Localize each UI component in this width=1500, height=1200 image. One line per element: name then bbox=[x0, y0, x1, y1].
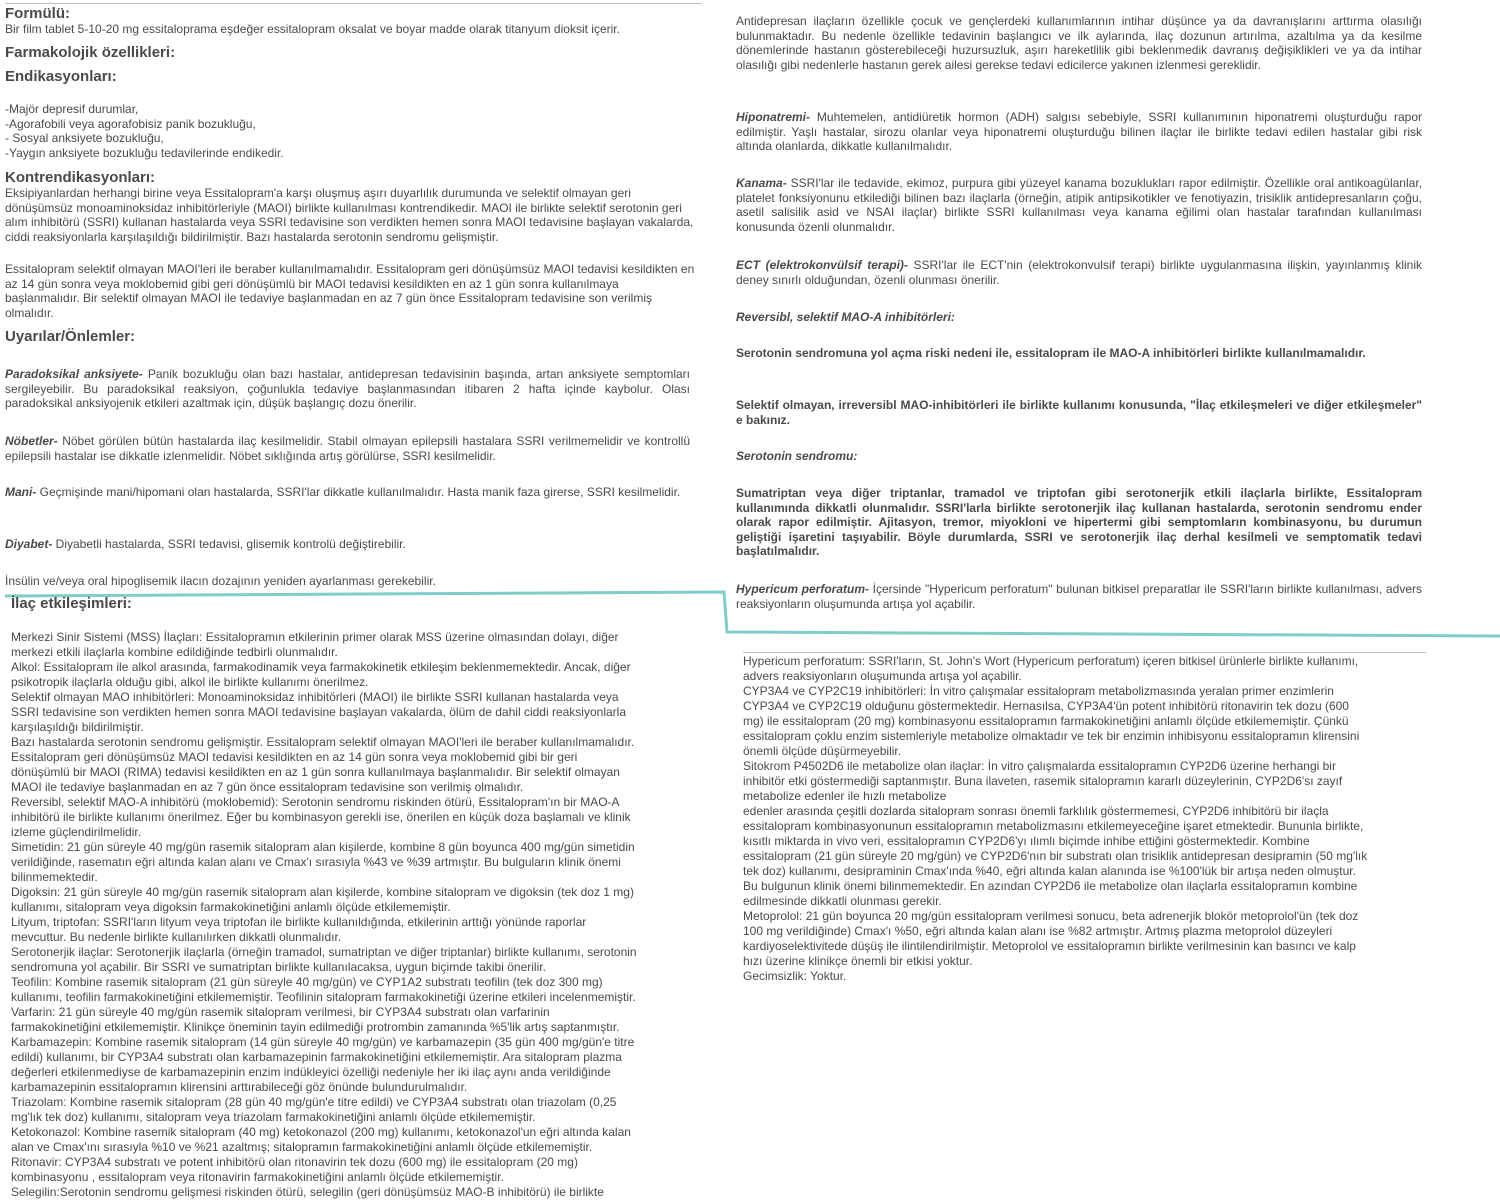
text-line: Ketokonazol: Kombine rasemik sitalopram (40 mg) ketokonazol (200 mg) kullanımı, ketokonazol'un eğri altında kalan bbox=[11, 1125, 631, 1139]
selektif-text: Selektif olmayan, irreversibl MAO-inhibitörleri ile birlikte kullanımı konusunda, "İlaç etkileşmeleri ve diğer etkileşmeler" e bakınız. bbox=[736, 398, 1422, 427]
text-line: Hypericum perforatum: SSRI'ların, St. John's Wort (Hypericum perforatum) içeren bitkisel ürünlerle birlikte kullanımı, bbox=[743, 654, 1359, 668]
hypericum-paragraph bbox=[736, 582, 1422, 611]
diyabet-text: Diyabetli hastalarda, SSRI tedavisi, glisemik kontrolü değiştirebilir. bbox=[52, 537, 406, 551]
text-line: Teofilin: Kombine rasemik sitalopram (21 gün süreyle 40 mg/gün) ve CYP1A2 substratı teofilin (tek doz 300 mg) bbox=[11, 975, 603, 989]
antidepresan-paragraph: Antidepresan ilaçların özellikle çocuk ve gençlerdeki kullanımlarının intihar düşünce ya da davranışlarını arttırma olasılığı bulunmaktadır. Bu nedenle özellikle tedavinin başlangıcı ve ilk aylarında, ilaç dozunun artırılma, azaltılma ya da kesilme dönemlerinde hastanın gösterebileceği huzursuzluk, aşırı hareketlilik gibi beklenmedik davranış değişiklikleri ve ya da intihar olasılığı gibi nedenlerle hastanın gerek ailesi gerekse tedavi edicilerce yakınen izlenmesi gereklidir. bbox=[736, 14, 1422, 72]
ect-paragraph bbox=[736, 258, 1422, 287]
text-line: Digoksin: 21 gün süreyle 40 mg/gün rasemik sitalopram alan kişilerde, kombine sitalopram ve digoksin (tek doz 1 mg) bbox=[11, 885, 634, 899]
text-line: kullanımı, sitalopram veya digoksin farmakokinetiğini anlamlı ölçüde etkilememiştir. bbox=[11, 900, 451, 914]
text-line: Bu bulgunun klinik önemi bilinmemektedir. En azından CYP2D6 ile metabolize olan ilaçlarla essitalopramın kombine bbox=[743, 879, 1358, 893]
text-line: farmakokinetiğini etkilememiştir. Klinikçe öneminin tayin edilmediği protrombin zamanında %5'lik artış saptanmıştır. bbox=[11, 1020, 620, 1034]
text-line: essitalopram (21 gün süreyle 20 mg/gün) ve CYP2D6'nın bir substratı olan trisiklik antidepresan desipramin (50 mg'lık bbox=[743, 849, 1368, 863]
text-line: essitalopram kombinasyonunun essitalopramın metabolizmasını etkilemeyeceğine işaret etmektedir. Bununla birlikte, bbox=[743, 819, 1364, 833]
text-line: merkezi etkili ilaçlarla kombine edildiğinde tedbirli olunmalıdır. bbox=[11, 645, 338, 659]
text-line: karbamazepinin essitalopramın klirensini arttırabileceği göz önünde bulundurulmalıdır. bbox=[11, 1080, 468, 1094]
serotonin-title: Serotonin sendromu: bbox=[736, 449, 858, 463]
text-line: kardiyoselektivitede düşüş ile ilintilendirilmiştir. Metoprolol ve essitalopramın birlikte verilmesinin kan basıncı ve kalp bbox=[743, 939, 1356, 953]
farmakolojik-heading: Farmakolojik özellikleri: bbox=[5, 44, 176, 61]
sumatriptan-text: Sumatriptan veya diğer triptanlar, tramadol ve triptofan gibi serotonerjik etkili ilaçlarla birlikte, Essitalopram kullanımında dikkatli olunmalıdır. SSRI'larla birlikte serotonerjik ilaç kullanan hastalarda, serotonin sendromu ender olarak rapor edilmiştir. Ajitasyon, tremor, miyokloni ve hipertermi gibi semptomların kombinasyonu, bu durumun geliştiği işaretini taşıyabilir. Böyle durumlarda, SSRI ve serotonerjik ilaç derhal kesilmeli ve semptomatik tedavi başlatılmalıdır. bbox=[736, 486, 1422, 558]
text-line: Reversibl, selektif MAO-A inhibitörü (moklobemid): Serotonin sendromu riskinden ötürü, Essitalopram'ın bir MAO-A bbox=[11, 795, 620, 809]
text-line: Ritonavir: CYP3A4 substratı ve potent inhibitörü olan ritonavirin tek dozu (600 mg) ile essitalopram (20 mg) bbox=[11, 1155, 578, 1169]
text-line: değerleri etkilenmediyse de karbamazepinin enzim indükleyici özelliği nedeniyle her iki ilaç aynı anda verildiğinde bbox=[11, 1065, 611, 1079]
bottom-right-rule bbox=[743, 652, 1426, 653]
interactions-heading: İlaç etkileşimleri: bbox=[11, 595, 132, 612]
text-line: edenler arasında çeşitli dozlarda sitalopram sonrası önemli farklılık göstermemesi, CYP2D6 inhibitörü bir ilaçla bbox=[743, 804, 1329, 818]
mani-paragraph bbox=[5, 485, 690, 500]
text-line: Metoprolol: 21 gün boyunca 20 mg/gün essitalopram verilmesi sonucu, beta adrenerjik blokör metoprolol'ün (tek doz bbox=[743, 909, 1359, 923]
text-line: Gecimsizlik: Yoktur. bbox=[743, 969, 847, 983]
text-line: tek doz) kullanımı, desipraminin Cmax'ında %40, eğri altında kalan alanında ise %100'lük bir artışa neden olmuştur. bbox=[743, 864, 1356, 878]
kontrendikasyon-paragraph-1: Eksipiyanlardan herhangi birine veya Essitalopram'a karşı oluşmuş aşırı duyarlılık durumunda ve selektif olmayan geri dönüşümsüz monoaminoksidaz inhibitörleriyle (MAOI) birlikte kullanılması kontrendikedir. MAOI ile birlikte selektif serotonin geri alım inhibitörü (SSRI) kullanan hastalarda veya SSRI tedavisine son verdikten hemen sonra MAOI tedavisine başlayan vakalarda, ciddi reaksiyonlarla karşılaşıldığı bildirilmiştir. Bazı hastalarda serotonin sendromu gelişmiştir. bbox=[5, 186, 694, 244]
text-line: SSRI tedavisine son verdikten hemen sonra MAOI tedavisine başlayan vakalarda, ölüm de dahil ciddi reaksiyonlarla bbox=[11, 705, 626, 719]
list-item: - Sosyal anksiyete bozukluğu, bbox=[5, 131, 164, 145]
nobetler-title: Nöbetler- bbox=[5, 434, 58, 448]
text-line: alan ve Cmax'ını sırasıyla %10 ve %21 azaltmış; sitalopramın farmakokinetiğini anlamlı ölçüde etkilememiştir. bbox=[11, 1140, 593, 1154]
uyarilar-heading: Uyarılar/Önlemler: bbox=[5, 328, 136, 345]
text-line: MAOI ile tedaviye başlanmadan en az 7 gün önce essitalopram tedavisine son verilmiş olmalıdır. bbox=[11, 780, 524, 794]
nobetler-text: Nöbet görülen bütün hastalarda ilaç kesilmelidir. Stabil olmayan epilepsili hastalara SSRI verilmemelidir ve kontrollü epilepsili hastalar ise dikkatle izlenmelidir. Nöbet sıklığında artış görülürse, SSRI kesilmelidir. bbox=[5, 434, 690, 463]
formul-heading: Formülü: bbox=[5, 5, 70, 22]
kontrendikasyon-paragraph-2: Essitalopram selektif olmayan MAOI'leri ile beraber kullanılmamalıdır. Essitalopram geri dönüşümsüz MAOI tedavisi kesildikten en az 14 gün sonra veya moklobemid gibi geri dönüşümlü bir MAOI tedavisi kesildikten en az 1 gün sonra kullanılmaya başlanmalıdır. Bir selektif olmayan MAOI ile tedaviye başlanmadan en az 7 gün önce Essitalopram tedavisine son verilmiş olmalıdır. bbox=[5, 262, 695, 320]
diyabet-title: Diyabet- bbox=[5, 537, 53, 551]
text-line: Serotonerjik ilaçlar: Serotonerjik ilaçlarla (örneğin tramadol, sumatriptan ve diğer triptanlar) birlikte kullanımı, serotonin bbox=[11, 945, 637, 959]
text-line: izleme güçlendirilmelidir. bbox=[11, 825, 142, 839]
text-line: inhibitör etki göstermediği saptanmıştır. Buna ilaveten, rasemik sitalopramın kararlı düzeylerinin, CYP2D6'sı zayıf bbox=[743, 774, 1343, 788]
text-line: Sitokrom P4502D6 ile metabolize olan ilaçlar: İn vitro çalışmalarda essitalopramın CYP2D6 üzerine herhangi bir bbox=[743, 759, 1336, 773]
text-line: inhibitörü ile birlikte kullanımı önerilmez. Eğer bu kombinasyon gerekli ise, önerilen en küçük doza başlamalı ve klinik bbox=[11, 810, 631, 824]
hiponatremi-paragraph bbox=[736, 110, 1422, 154]
hiponatremi-text: Muhtemelen, antidiüretik hormon (ADH) salgısı sebebiyle, SSRI kullanımının hiponatremi oluşturduğu rapor edilmiştir. Yaşlı hastalar, sirozu olanlar veya hiponatremi oluşturduğu bilinen ilaçlar ile birlikte tedavi edilen hastalar gibi risk altında olanlarda, dikkatle kullanılmalıdır. bbox=[736, 110, 1422, 153]
text-line: Selegilin:Serotonin sendromu gelişmesi riskinden ötürü, selegilin (geri dönüşümsüz MAO-B inhibitörü) ile birlikte bbox=[11, 1185, 604, 1199]
interactions-left-text bbox=[11, 630, 701, 1200]
text-line: psikotropik ilaçlarla olduğu gibi, alkol ile birlikte kullanımı önerilmez. bbox=[11, 675, 369, 689]
text-line: 100 mg verildiğinde) Cmax'ı %50, eğri altında kalan alanı ise %82 artmıştır. Artmış plazma metoprolol düzeyleri bbox=[743, 924, 1333, 938]
kanama-paragraph bbox=[736, 176, 1422, 234]
kanama-title: Kanama- bbox=[736, 176, 787, 190]
kanama-text: SSRI'lar ile tedavide, ekimoz, purpura gibi yüzeyel kanama bozuklukları rapor edilmiştir. Özellikle oral antikoagülanlar, platelet fonksiyonunu etkilediği bilinen bazı ilaçlarla (örneğin, atipik antipsikotikler ve fenotiyazin, trisiklik antidepresanların çoğu, asetil salisilik asid ve NSAI ilaçlar) birlikte SSRI kullanılması veya kanama eğilimi olan hastalar tarafından kullanılması konusunda özenli olunmalıdır. bbox=[736, 176, 1422, 234]
text-line: metabolize edenler ile hızlı metabolize bbox=[743, 789, 947, 803]
endikasyon-heading: Endikasyonları: bbox=[5, 68, 117, 85]
interactions-right-text bbox=[743, 654, 1426, 984]
paradoksikal-title: Paradoksikal anksiyete- bbox=[5, 367, 143, 381]
text-line: CYP3A4 ve CYP2C19 olduğunu göstermektedir. Hernasılsa, CYP3A4'ün potent inhibitörü ritonavirin tek dozu (600 bbox=[743, 699, 1349, 713]
text-line: hızı üzerine klinikçe önemli bir etkisi yoktur. bbox=[743, 954, 973, 968]
hypericum-title: Hypericum perforatum- bbox=[736, 582, 869, 596]
paradoksikal-paragraph bbox=[5, 367, 690, 411]
text-line: verildiğinde, rasematın eğri altında kalan alanı ve Cmax'ı sırasıyla %43 ve %39 artmıştır. Bu bulguların klinik önemi bbox=[11, 855, 621, 869]
text-line: karşılaşıldığı bildirilmiştir. bbox=[11, 720, 144, 734]
text-line: Selektif olmayan MAO inhibitörleri: Monoaminoksidaz inhibitörleri (MAOI) ile birlikte SSRI kullanan hastalarda veya bbox=[11, 690, 619, 704]
text-line: advers reaksiyonların oluşumunda artışa yol açabilir. bbox=[743, 669, 1022, 683]
mani-title: Mani- bbox=[5, 485, 37, 499]
text-line: Bazı hastalarda serotonin sendromu gelişmiştir. Essitalopram selektif olmayan MAOI'leri ile beraber kullanılmamalıdır. bbox=[11, 735, 635, 749]
text-line: önemli ölçüde düşürmeyebilir. bbox=[743, 744, 902, 758]
text-line: Essitalopram geri dönüşümsüz MAOI tedavisi kesildikten en az 14 gün sonra veya moklobemid gibi bir geri bbox=[11, 750, 578, 764]
mani-text: Geçmişinde mani/hipomani olan hastalarda, SSRI'lar dikkatle kullanılmalıdır. Hasta manik faza girerse, SSRI kesilmelidir. bbox=[36, 485, 681, 499]
hypericum-text: İçersinde "Hypericum perforatum" bulunan bitkisel preparatlar ile SSRI'ların birlikte kullanılması, advers reaksiyonların oluşumunda artışa yol açabilir. bbox=[736, 582, 1422, 611]
text-line: mg) ile essitalopram (20 mg) kombinasyonu essitalopramın farmakokinetiğini anlamlı ölçüde etkilememiştir. Çünkü bbox=[743, 714, 1349, 728]
text-line: mevcuttur. Bu nedenle birlikte kullanılırken dikkatli olunmalıdır. bbox=[11, 930, 342, 944]
text-line: mg'lık tek doz) kullanımı, sitalopram veya triazolam farmakokinetiğini anlamlı ölçüde etkilememiştir. bbox=[11, 1110, 536, 1124]
reversibl-title: Reversibl, selektif MAO-A inhibitörleri: bbox=[736, 310, 955, 324]
top-rule bbox=[5, 3, 702, 4]
text-line: Simetidin: 21 gün süreyle 40 mg/gün rasemik sitalopram alan kişilerde, kombine 8 gün boyunca 400 mg/gün simetidin bbox=[11, 840, 635, 854]
text-line: CYP3A4 ve CYP2C19 inhibitörleri: İn vitro çalışmalar essitalopram metabolizmasında yeralan primer enzimlerin bbox=[743, 684, 1334, 698]
list-item: -Yaygın anksiyete bozukluğu tedavilerinde endikedir. bbox=[5, 145, 284, 160]
text-line: Merkezi Sinir Sistemi (MSS) İlaçları: Essitalopramın etkilerinin primer olarak MSS üzerine olmasından dolayı, diğer bbox=[11, 630, 619, 644]
list-item: -Agorafobili veya agorafobisiz panik bozukluğu, bbox=[5, 116, 256, 131]
reversibl-text: Serotonin sendromuna yol açma riski nedeni ile, essitalopram ile MAO-A inhibitörleri birlikte kullanılmamalıdır. bbox=[736, 346, 1366, 360]
list-item: -Majör depresif durumlar, bbox=[5, 102, 139, 116]
text-line: kombinasyonu , essitalopram veya ritonavirin farmakokinetiğini anlamlı ölçüde etkilememiştir. bbox=[11, 1170, 504, 1184]
formul-text: Bir film tablet 5-10-20 mg essitaloprama eşdeğer essitalopram oksalat ve boyar madde olarak titanyum dioksit içerir. bbox=[5, 22, 620, 36]
insulin-text: İnsülin ve/veya oral hipoglisemik ilacın dozajının yeniden ayarlanması gerekebilir. bbox=[5, 574, 436, 588]
diyabet-paragraph bbox=[5, 537, 690, 552]
text-line: sendromuna yol açabilir. Bir SSRI ve sumatriptan birlikte kullanılacaksa, uygun biçimde takibi önerilir. bbox=[11, 960, 546, 974]
text-line: Triazolam: Kombine rasemik sitalopram (28 gün 40 mg/gün'e titre edildi) ve CYP3A4 substratı olan triazolam (0,25 bbox=[11, 1095, 617, 1109]
text-line: dönüşümlü bir MAOI (RIMA) tedavisi kesildikten en az 1 gün sonra kullanılmaya başlanmalıdır. Bir selektif olmayan bbox=[11, 765, 620, 779]
text-line: essitalopram çoklu enzim sistemleriyle metabolize olmaktadır ve tek bir enzimin inhibisyonu essitalopramın klirensini bbox=[743, 729, 1360, 743]
text-line: kullanımı, teofilin farmakokinetiğini etkilememiştir. Teofilinin sitalopram farmakokinetiği üzerine etkileri incelenmemiştir. bbox=[11, 990, 636, 1004]
hiponatremi-title: Hiponatremi- bbox=[736, 110, 811, 124]
text-line: Karbamazepin: Kombine rasemik sitalopram (14 gün süreyle 40 mg/gün) ve karbamazepin (35 gün 400 mg/gün'e titre bbox=[11, 1035, 635, 1049]
paradoksikal-text: Panik bozukluğu olan bazı hastalar, antidepresan tedavisinin başında, artan anksiyete semptomları sergileyebilir. Bu paradoksikal reaksiyon, çoğunlukla tedaviye başlanmasından itibaren 2 hafta içinde kaybolur. Olası paradoksikal anksiyojenik etkileri azaltmak için, düşük başlangıç dozu önerilir. bbox=[5, 367, 690, 410]
text-line: edilmesinde dikkatli olunması gerekir. bbox=[743, 894, 942, 908]
kontrendikasyon-heading: Kontrendikasyonları: bbox=[5, 169, 156, 186]
text-line: kısıtlı miktarda in vivo veri, essitalopramın CYP2D6'yı ılımlı biçimde inhibe ettiğini göstermektedir. Kombine bbox=[743, 834, 1310, 848]
endikasyon-list bbox=[5, 102, 695, 160]
text-line: Varfarin: 21 gün süreyle 40 mg/gün rasemik sitalopram verilmesi, bir CYP3A4 substratı olan varfarinin bbox=[11, 1005, 550, 1019]
ect-text: SSRI'lar ile ECT'nin (elektrokonvulsif terapi) birlikte uygulanmasına ilişkin, yayınlanmış klinik deney sınırlı olduğundan, özenli olunması önerilir. bbox=[736, 258, 1422, 287]
ect-title: ECT (elektrokonvülsif terapi)- bbox=[736, 258, 908, 272]
text-line: Lityum, triptofan: SSRI'ların lityum veya triptofan ile birlikte kullanıldığında, etkilerinin arttığı yönünde raporlar bbox=[11, 915, 587, 929]
text-line: Alkol: Essitalopram ile alkol arasında, farmakodinamik veya farmakokinetik etkileşim beklenmemektedir. Ancak, diğer bbox=[11, 660, 631, 674]
text-line: bilinmemektedir. bbox=[11, 870, 98, 884]
text-line: edildi) kullanımı, bir CYP3A4 substratı olan karbamazepinin farmakokinetiğini etkilememiştir. Ara sitalopram plazma bbox=[11, 1050, 622, 1064]
nobetler-paragraph bbox=[5, 434, 690, 463]
